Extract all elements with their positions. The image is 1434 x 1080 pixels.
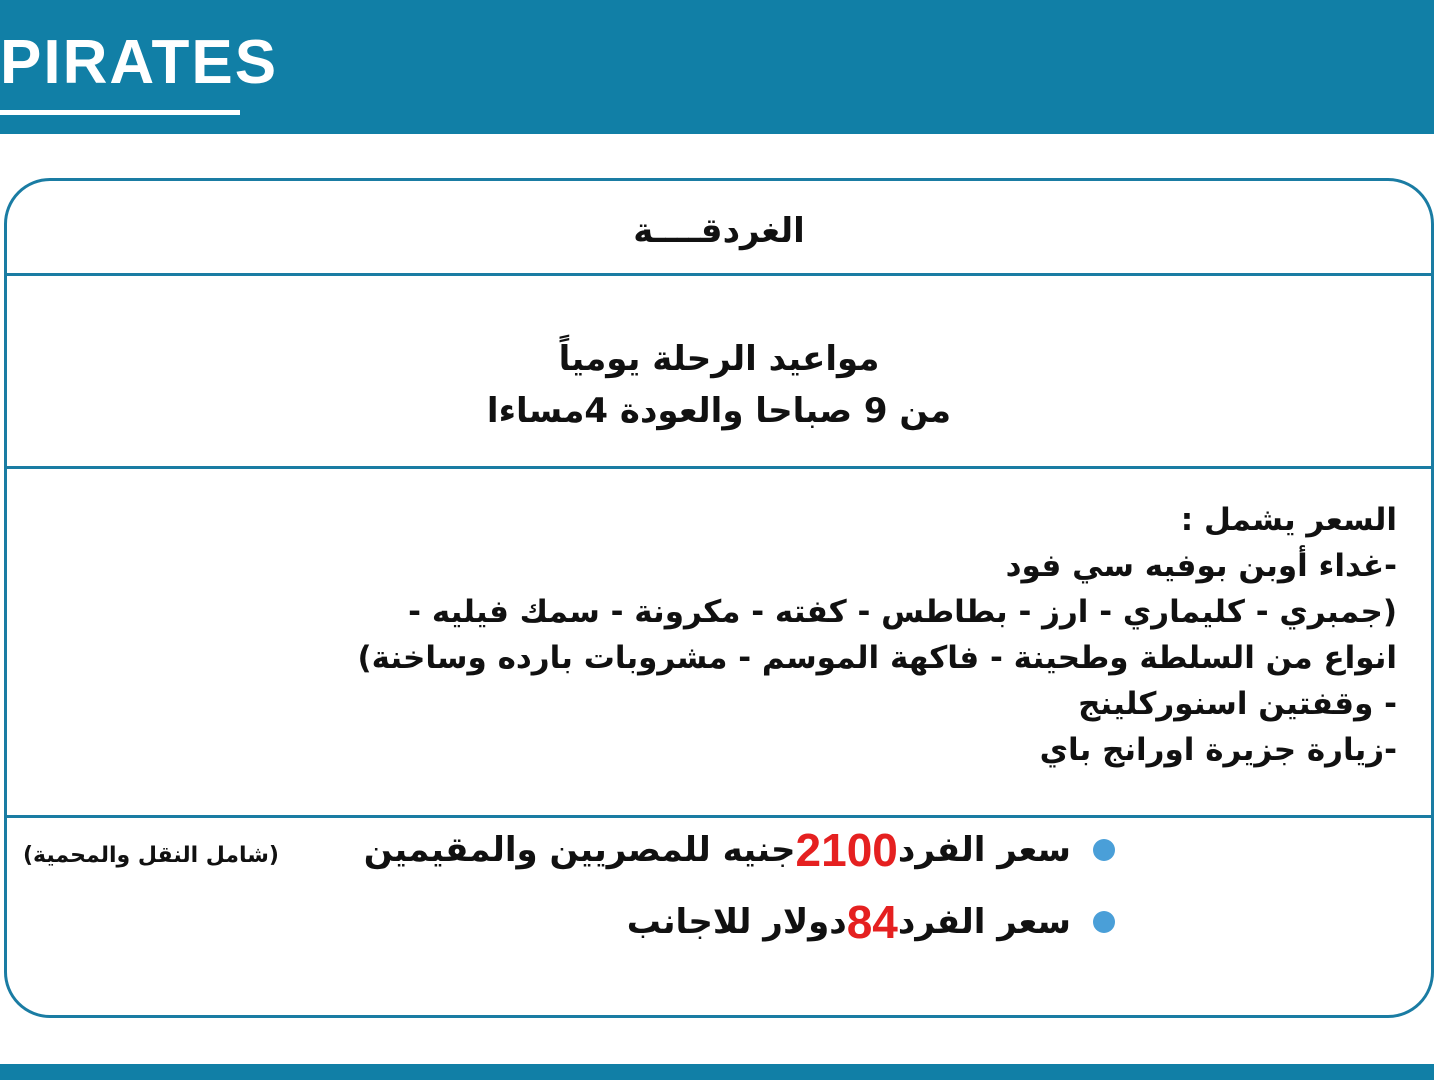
includes-line: -زيارة جزيرة اورانج باي	[1039, 732, 1397, 768]
price-prefix: سعر الفرد	[897, 830, 1071, 870]
bullet-icon	[1093, 839, 1115, 861]
price-amount: 84	[846, 896, 898, 948]
price-suffix: جنيه للمصريين والمقيمين	[363, 830, 796, 870]
bullet-icon	[1093, 911, 1115, 933]
divider-top	[7, 273, 1431, 276]
includes-title: السعر يشمل :	[1180, 502, 1397, 538]
price-foreigners	[627, 895, 1115, 949]
price-egyptians	[364, 823, 1115, 877]
schedule-line-2: من 9 صباحا والعودة 4مساءا	[486, 391, 952, 431]
includes-line: (جمبري - كليماري - ارز - بطاطس - كفته - مكرونة - سمك فيليه -	[408, 594, 1397, 630]
brand-underline	[0, 110, 240, 115]
brand-title: PIRATES	[0, 28, 279, 97]
price-note: (شامل النقل والمحمية)	[23, 843, 279, 868]
city-title: الغردقــــة	[633, 211, 805, 251]
schedule-block	[7, 333, 1431, 437]
includes-line: -غداء أوبن بوفيه سي فود	[1005, 548, 1397, 584]
includes-line: انواع من السلطة وطحينة - فاكهة الموسم - مشروبات بارده وساخنة)	[357, 640, 1397, 676]
price-suffix: دولار للاجانب	[626, 902, 847, 942]
includes-block	[197, 497, 1397, 773]
price-amount: 2100	[795, 824, 898, 876]
divider-bottom	[7, 815, 1431, 818]
header-bar	[0, 0, 1434, 134]
schedule-line-1: مواعيد الرحلة يومياً	[558, 339, 880, 379]
divider-middle	[7, 466, 1431, 469]
price-prefix: سعر الفرد	[897, 902, 1071, 942]
includes-line: - وقفتين اسنوركلينج	[1078, 686, 1397, 722]
footer-bar	[0, 1064, 1434, 1080]
trip-card	[4, 178, 1434, 1018]
